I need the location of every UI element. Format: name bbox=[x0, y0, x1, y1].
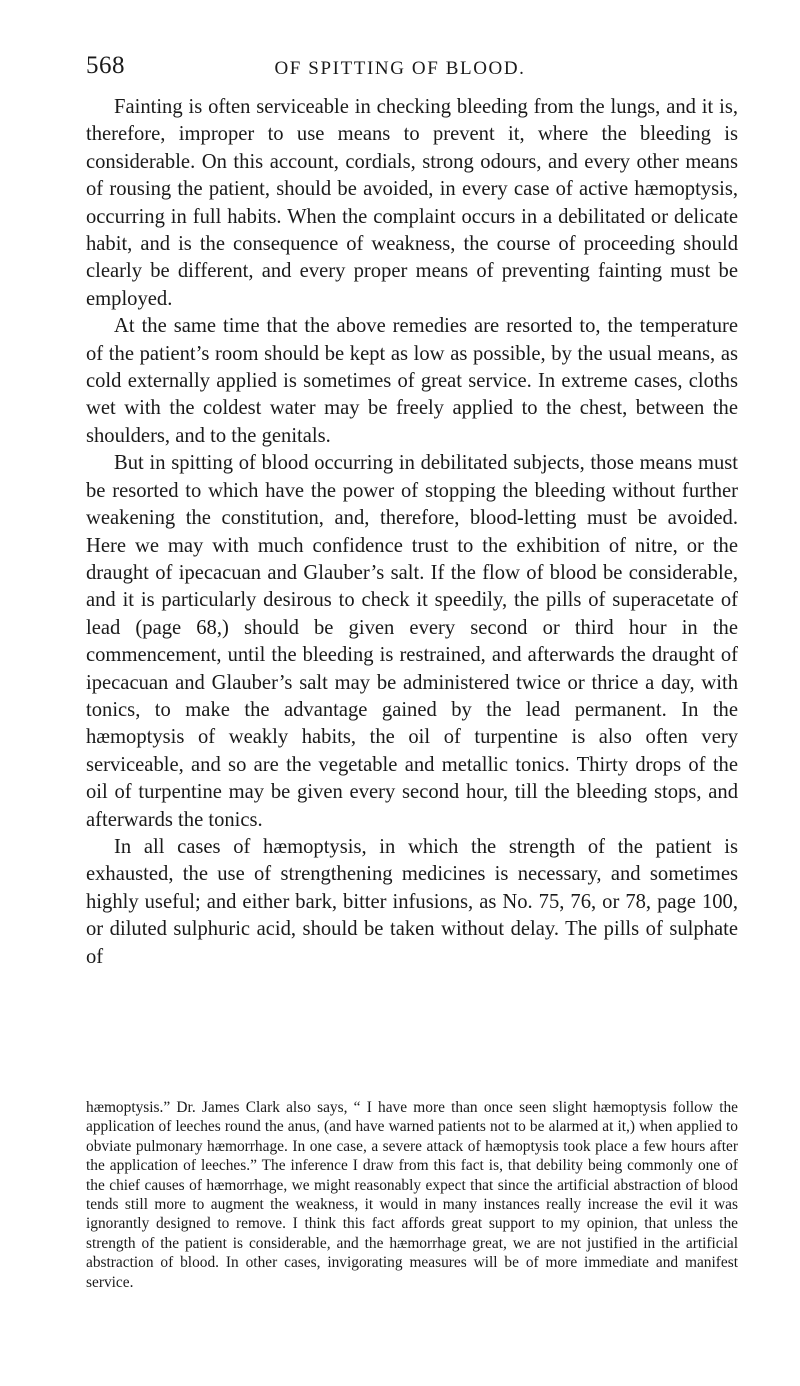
page-number: 568 bbox=[86, 52, 125, 79]
running-title: OF SPITTING OF BLOOD. bbox=[274, 58, 526, 79]
footnote-text: hæmoptysis.” Dr. James Clark also says, “ I have more than once seen slight hæmoptysis follow the application of leeches round the anus, (and have warned patients not to be alarmed at it,) when applied to obviate pulmonary hæmorrhage. In one case, a severe attack of hæmoptysis took place a few hours after the application of leeches.” The inference I draw from this fact is, that debility being commonly one of the chief causes of hæmorrhage, we might reasonably expect that since the artificial abstraction of blood tends still more to augment the weakness, it would in many instances really increase the evil it was ignorantly designed to remove. I think this fact affords great support to my opinion, that unless the strength of the patient is considerable, and the hæmorrhage great, we are not justified in the artificial abstraction of blood. In other cases, invigorating measures will be of more immediate and manifest service. bbox=[86, 1099, 738, 1291]
paragraph-debilitated-subjects: But in spitting of blood occurring in debilitated subjects, those means must be resorted to which have the power of stopping the bleeding without further weakening the constitution, and, therefore, blood-letting must be avoided. Here we may with much confidence trust to the exhibition of nitre, or the draught of ipecacuan and Glauber’s salt. If the flow of blood be considerable, and it is particularly desirous to check it speedily, the pills of superacetate of lead (page 68,) should be given every second or third hour in the commencement, until the bleeding is restrained, and afterwards the draught of ipecacuan and Glauber’s salt may be administered twice or thrice a day, with tonics, to make the advantage gained by the lead permanent. In the hæmoptysis of weakly habits, the oil of turpentine is also often very serviceable, and so are the vegetable and metallic tonics. Thirty drops of the oil of turpentine may be given every second hour, till the bleeding stops, and afterwards the tonics. bbox=[86, 452, 738, 831]
paragraph-temperature: At the same time that the above remedies are resorted to, the temperature of the patient’s room should be kept as low as possible, by the usual means, as cold externally applied is sometimes of great service. In extreme cases, cloths wet with the coldest water may be freely applied to the chest, between the shoulders, and to the genitals. bbox=[86, 315, 738, 447]
paragraph-strengthening-medicines: In all cases of hæmoptysis, in which the strength of the patient is exhausted, the use of strengthening medicines is necessary, and sometimes highly useful; and either bark, bitter infusions, as No. 75, 76, or 78, page 100, or diluted sulphuric acid, should be taken without delay. The pills of sulphate of bbox=[86, 835, 738, 968]
page-header bbox=[0, 52, 800, 86]
body-text bbox=[86, 94, 738, 971]
footnote bbox=[86, 1098, 738, 1292]
paragraph-fainting: Fainting is often serviceable in checking bleeding from the lungs, and it is, therefore, improper to use means to prevent it, where the bleeding is considerable. On this account, cordials, strong odours, and every other means of rousing the patient, should be avoided, in every case of active hæmoptysis, occurring in full habits. When the complaint occurs in a debilitated or delicate habit, and is the consequence of weakness, the course of proceeding should clearly be different, and every proper means of preventing fainting must be employed. bbox=[86, 96, 738, 310]
